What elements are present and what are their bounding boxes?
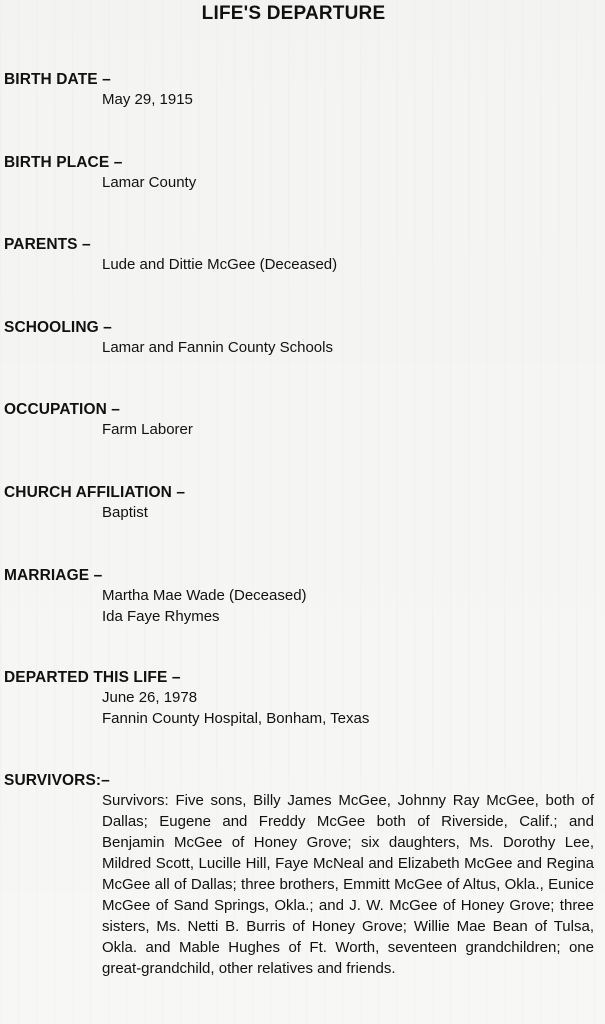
- section-label: SURVIVORS:–: [4, 772, 110, 789]
- section-value: Lude and Dittie McGee (Deceased): [102, 256, 338, 273]
- section-value: Baptist: [102, 504, 148, 521]
- page-title: LIFE'S DEPARTURE: [201, 3, 386, 24]
- section-birth-date: [4, 70, 595, 110]
- survivors-paragraph: Survivors: Five sons, Billy James McGee, Johnny Ray McGee, both of Dallas; Eugene and Freddy McGee both of Riverside, Calif.; and Benjamin McGee of Honey Grove; six daughters, Ms. Dorothy Lee, Mildred Scott, Lucille Hill, Faye McNeal and Elizabeth McGee and Regina McGee all of Dallas; three brothers, Emmitt McGee of Altus, Okla., Eunice McGee of Sand Springs, Okla.; and J. W. McGee of Honey Grove; three sisters, Ms. Netti B. Burris of Honey Grove; Willie Mae Bean of Tulsa, Okla. and Mable Hughes of Ft. Worth, seventeen grandchildren; one great-grandchild, other relatives and friends.: [102, 792, 594, 977]
- section-birth-place: [4, 153, 595, 193]
- section-label: DEPARTED THIS LIFE –: [4, 669, 181, 686]
- section-departed-this-life: [4, 668, 595, 729]
- section-value: Lamar County: [102, 174, 197, 191]
- section-value: Martha Mae Wade (Deceased): [102, 587, 307, 604]
- section-label: BIRTH PLACE –: [4, 154, 123, 171]
- section-label: PARENTS –: [4, 236, 91, 253]
- section-value: Ida Faye Rhymes: [102, 608, 220, 625]
- section-value: Fannin County Hospital, Bonham, Texas: [102, 710, 370, 727]
- section-label: OCCUPATION –: [4, 401, 121, 418]
- section-label: SCHOOLING –: [4, 319, 112, 336]
- section-label: MARRIAGE –: [4, 567, 103, 584]
- section-parents: [4, 235, 595, 275]
- section-value: Farm Laborer: [102, 421, 193, 438]
- section-occupation: [4, 400, 595, 440]
- section-survivors: [4, 771, 595, 979]
- section-marriage: [4, 566, 595, 627]
- section-label: CHURCH AFFILIATION –: [4, 484, 186, 501]
- section-value: May 29, 1915: [102, 91, 193, 108]
- section-schooling: [4, 318, 595, 358]
- section-value: June 26, 1978: [102, 689, 198, 706]
- section-label: BIRTH DATE –: [4, 71, 111, 88]
- section-value: Lamar and Fannin County Schools: [102, 339, 333, 356]
- section-church-affiliation: [4, 483, 595, 523]
